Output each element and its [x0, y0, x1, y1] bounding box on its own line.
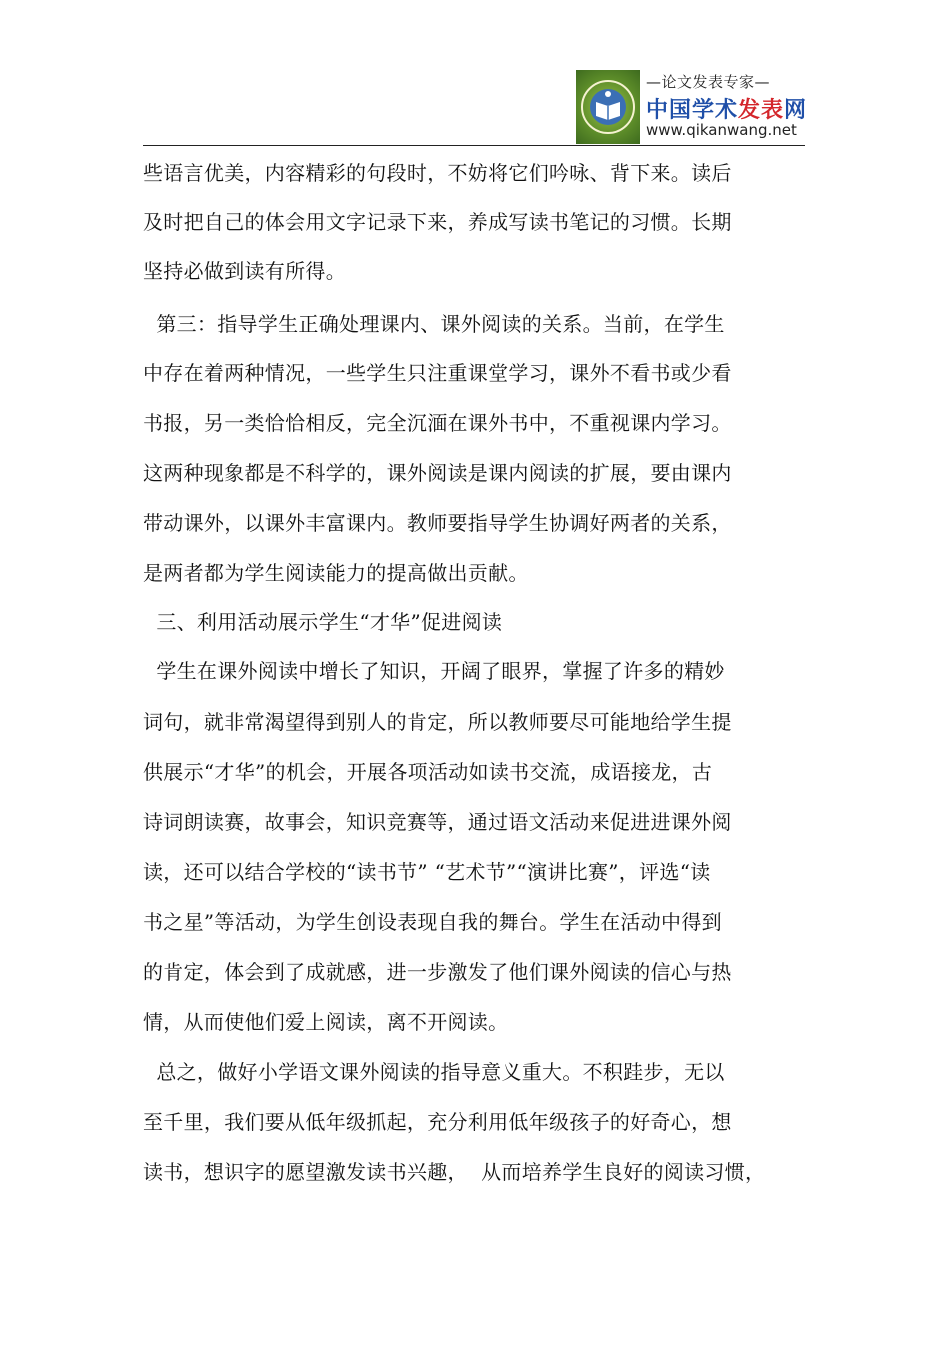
text-line: 的肯定，体会到了成就感，进一步激发了他们课外阅读的信心与热	[143, 960, 732, 984]
text-line: 坚持必做到读有所得。	[143, 259, 346, 283]
text-line: 这两种现象都是不科学的，课外阅读是课内阅读的扩展，要由课内	[143, 461, 732, 485]
text-line: 学生在课外阅读中增长了知识，开阔了眼界，掌握了许多的精妙	[143, 659, 725, 683]
text-line: 是两者都为学生阅读能力的提高做出贡献。	[143, 561, 529, 585]
text-line: 读，还可以结合学校的“读书节” “艺术节”“演讲比赛”，评选“读	[143, 860, 711, 884]
text-line: 第三：指导学生正确处理课内、课外阅读的关系。当前，在学生	[143, 312, 725, 336]
text-line: 些语言优美，内容精彩的句段时，不妨将它们吟咏、背下来。读后	[143, 161, 732, 185]
site-logo	[576, 70, 808, 144]
logo-url: www.qikanwang.net	[646, 121, 797, 139]
logo-site-name: 中国学术发表网	[646, 98, 808, 123]
text-line: 读书，想识字的愿望激发读书兴趣， 从而培养学生良好的阅读习惯，	[143, 1160, 766, 1184]
text-line: 总之，做好小学语文课外阅读的指导意义重大。不积跬步，无以	[143, 1060, 725, 1084]
text-line: 词句，就非常渴望得到别人的肯定，所以教师要尽可能地给学生提	[143, 710, 732, 734]
text-line: 诗词朗读赛，故事会，知识竞赛等，通过语文活动来促进进课外阅	[143, 810, 732, 834]
section-heading: 三、利用活动展示学生“才华”促进阅读	[143, 610, 503, 634]
logo-slogan: —论文发表专家—	[646, 73, 771, 91]
header-divider	[143, 145, 805, 146]
text-line: 书之星”等活动，为学生创设表现自我的舞台。学生在活动中得到	[143, 910, 722, 934]
text-line: 供展示“才华”的机会，开展各项活动如读书交流，成语接龙，古	[143, 760, 713, 784]
text-line: 情，从而使他们爱上阅读，离不开阅读。	[143, 1010, 509, 1034]
text-line: 至千里，我们要从低年级抓起，充分利用低年级孩子的好奇心，想	[143, 1110, 732, 1134]
text-line: 中存在着两种情况，一些学生只注重课堂学习，课外不看书或少看	[143, 361, 732, 385]
text-line: 及时把自己的体会用文字记录下来，养成写读书笔记的习惯。长期	[143, 210, 732, 234]
text-line: 带动课外，以课外丰富课内。教师要指导学生协调好两者的关系，	[143, 511, 732, 535]
text-line: 书报，另一类恰恰相反，完全沉湎在课外书中，不重视课内学习。	[143, 411, 732, 435]
book-emblem-icon	[576, 70, 640, 144]
